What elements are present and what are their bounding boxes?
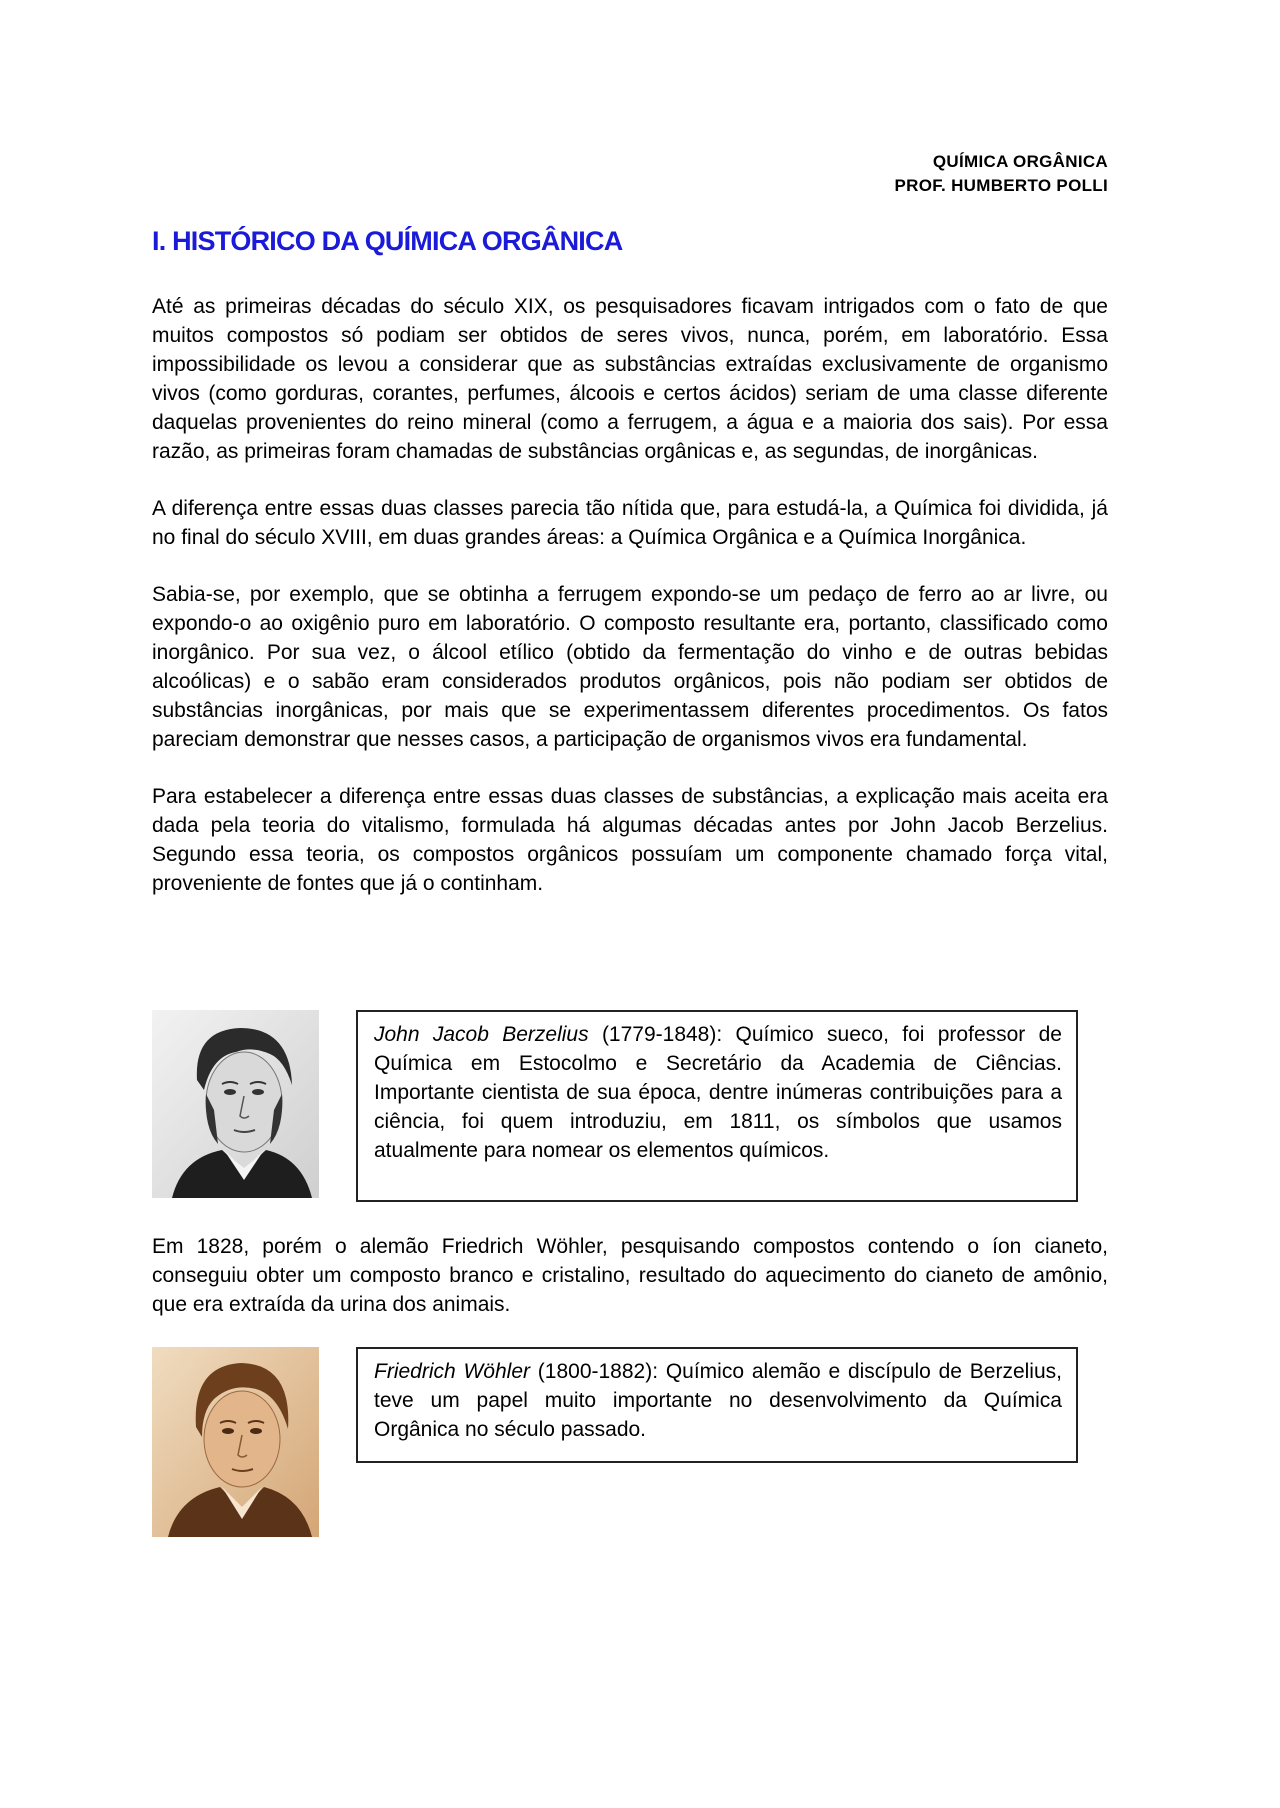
paragraph: Até as primeiras décadas do século XIX, os pesquisadores ficavam intrigados com o fato de que muitos compostos só podiam ser obtidos de seres vivos, nunca, porém, em laboratório. Essa impossibilidade os levou a considerar que as substâncias extraídas exclusivamente de organismo vivos (como gorduras, corantes, perfumes, álcoois e certos ácidos) seriam de uma classe diferente daquelas provenientes do reino mineral (como a ferrugem, a água e a maioria dos sais). Por essa razão, as primeiras foram chamadas de substâncias orgânicas e, as segundas, de inorgânicas. (152, 295, 1108, 463)
paragraph: Para estabelecer a diferença entre essas duas classes de substâncias, a explicação mais aceita era dada pela teoria do vitalismo, formulada há algumas décadas antes por John Jacob Berzelius. Segundo essa teoria, os compostos orgânicos possuíam um componente chamado força vital, proveniente de fontes que já o continham. (152, 785, 1108, 895)
bio-berzelius (152, 1010, 1078, 1202)
bio-text: (1800-1882): Químico alemão e discípulo de Berzelius, teve um papel muito importante no desenvolvimento da Química Orgânica no século passado. (374, 1360, 1062, 1441)
wohler-text (152, 1232, 1108, 1319)
intro-text (152, 292, 1108, 898)
wohler-portrait-image (152, 1347, 319, 1537)
paragraph: Sabia-se, por exemplo, que se obtinha a ferrugem expondo-se um pedaço de ferro ao ar livre, ou expondo-o ao oxigênio puro em laboratório. O composto resultante era, portanto, classificado como inorgânico. Por sua vez, o álcool etílico (obtido da fermentação do vinho e de outras bebidas alcoólicas) e o sabão eram considerados produtos orgânicos, pois não podiam ser obtidos de substâncias inorgânicas, por mais que se experimentassem diferentes procedimentos. Os fatos pareciam demonstrar que nesses casos, a participação de organismos vivos era fundamental. (152, 583, 1108, 751)
bio-name: Friedrich Wöhler (374, 1360, 530, 1383)
bio-box (356, 1010, 1078, 1202)
wohler-portrait (152, 1347, 319, 1537)
bio-wohler (152, 1347, 1078, 1537)
bio-text: (1779-1848): Químico sueco, foi professor de Química em Estocolmo e Secretário da Academia de Ciências. Importante cientista de sua época, dentre inúmeras contribuições para a ciência, foi quem introduziu, em 1811, os símbolos que usamos atualmente para nomear os elementos químicos. (374, 1023, 1062, 1162)
paragraph: Em 1828, porém o alemão Friedrich Wöhler, pesquisando compostos contendo o íon cianeto, conseguiu obter um composto branco e cristalino, resultado do aquecimento do cianeto de amônio, que era extraída da urina dos animais. (152, 1235, 1108, 1316)
bio-box (356, 1347, 1078, 1463)
berzelius-portrait (152, 1010, 319, 1198)
page-header (895, 150, 1108, 198)
header-professor: PROF. HUMBERTO POLLI (894, 176, 1108, 195)
section-title: I. HISTÓRICO DA QUÍMICA ORGÂNICA (152, 226, 623, 256)
paragraph: A diferença entre essas duas classes parecia tão nítida que, para estudá-la, a Química foi dividida, já no final do século XVIII, em duas grandes áreas: a Química Orgânica e a Química Inorgânica. (152, 497, 1108, 549)
bio-name: John Jacob Berzelius (374, 1023, 589, 1046)
header-course: QUÍMICA ORGÂNICA (932, 152, 1108, 171)
berzelius-portrait-image (152, 1010, 319, 1198)
